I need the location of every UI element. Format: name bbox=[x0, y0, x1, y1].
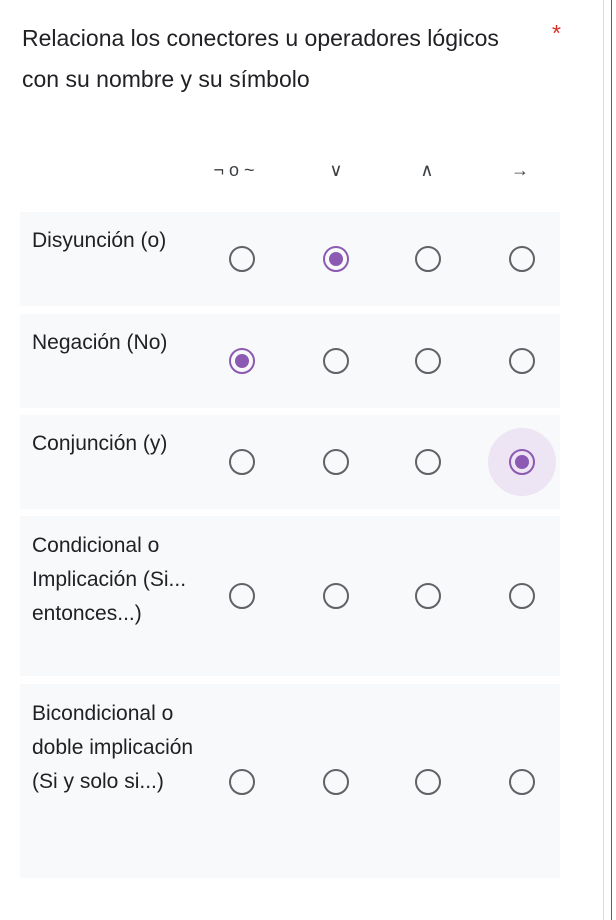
radio-button[interactable] bbox=[415, 449, 441, 475]
radio-cell[interactable] bbox=[308, 333, 364, 389]
grid-row-negacion bbox=[20, 314, 560, 408]
radio-cell[interactable] bbox=[494, 333, 550, 389]
column-header-disjunction: ∨ bbox=[329, 160, 343, 180]
radio-cell[interactable] bbox=[214, 333, 270, 389]
radio-button[interactable] bbox=[323, 769, 349, 795]
radio-cell[interactable] bbox=[214, 231, 270, 287]
radio-button[interactable] bbox=[229, 449, 255, 475]
radio-button[interactable] bbox=[415, 583, 441, 609]
column-header-negation: ¬ o ~ bbox=[213, 160, 255, 180]
row-label: Bicondicional o doble implicación (Si y solo si...) bbox=[32, 702, 194, 793]
radio-button[interactable] bbox=[415, 348, 441, 374]
radio-cell[interactable] bbox=[400, 231, 456, 287]
radio-button[interactable] bbox=[415, 769, 441, 795]
radio-button[interactable] bbox=[509, 348, 535, 374]
grid-row-bicondicional bbox=[20, 684, 560, 878]
radio-dot bbox=[329, 252, 343, 266]
radio-button[interactable] bbox=[509, 449, 535, 475]
row-label: Condicional o Implicación (Si... entonces...) bbox=[32, 534, 187, 625]
row-label: Conjunción (y) bbox=[32, 432, 168, 455]
radio-cell[interactable] bbox=[494, 231, 550, 287]
radio-cell[interactable] bbox=[400, 333, 456, 389]
question-title: Relaciona los conectores u operadores lógicos con su nombre y su símbolo bbox=[22, 25, 499, 92]
row-label: Disyunción (o) bbox=[32, 229, 167, 252]
radio-cell[interactable] bbox=[488, 428, 556, 496]
radio-cell[interactable] bbox=[214, 754, 270, 810]
radio-cell[interactable] bbox=[308, 754, 364, 810]
radio-button[interactable] bbox=[323, 348, 349, 374]
grid-row-disyuncion bbox=[20, 212, 560, 306]
radio-cell[interactable] bbox=[494, 754, 550, 810]
radio-cell[interactable] bbox=[308, 434, 364, 490]
page-right-edge bbox=[603, 0, 616, 920]
radio-cell[interactable] bbox=[308, 568, 364, 624]
radio-dot bbox=[515, 455, 529, 469]
column-header-conjunction: ∧ bbox=[420, 160, 434, 180]
radio-button[interactable] bbox=[229, 583, 255, 609]
radio-cell[interactable] bbox=[400, 754, 456, 810]
grid-row-conjuncion bbox=[20, 415, 560, 509]
radio-button[interactable] bbox=[229, 246, 255, 272]
radio-cell[interactable] bbox=[214, 568, 270, 624]
radio-button[interactable] bbox=[509, 246, 535, 272]
radio-cell[interactable] bbox=[400, 434, 456, 490]
radio-cell[interactable] bbox=[214, 434, 270, 490]
radio-cell[interactable] bbox=[400, 568, 456, 624]
required-asterisk: * bbox=[552, 20, 561, 46]
row-label: Negación (No) bbox=[32, 331, 168, 354]
radio-button[interactable] bbox=[415, 246, 441, 272]
grid-row-condicional bbox=[20, 516, 560, 676]
radio-cell[interactable] bbox=[494, 568, 550, 624]
radio-dot bbox=[235, 354, 249, 368]
radio-cell[interactable] bbox=[308, 231, 364, 287]
radio-button[interactable] bbox=[323, 246, 349, 272]
radio-button[interactable] bbox=[323, 583, 349, 609]
radio-button[interactable] bbox=[509, 583, 535, 609]
radio-button[interactable] bbox=[229, 348, 255, 374]
radio-button[interactable] bbox=[323, 449, 349, 475]
column-header-implication: → bbox=[511, 160, 529, 180]
radio-button[interactable] bbox=[509, 769, 535, 795]
radio-button[interactable] bbox=[229, 769, 255, 795]
